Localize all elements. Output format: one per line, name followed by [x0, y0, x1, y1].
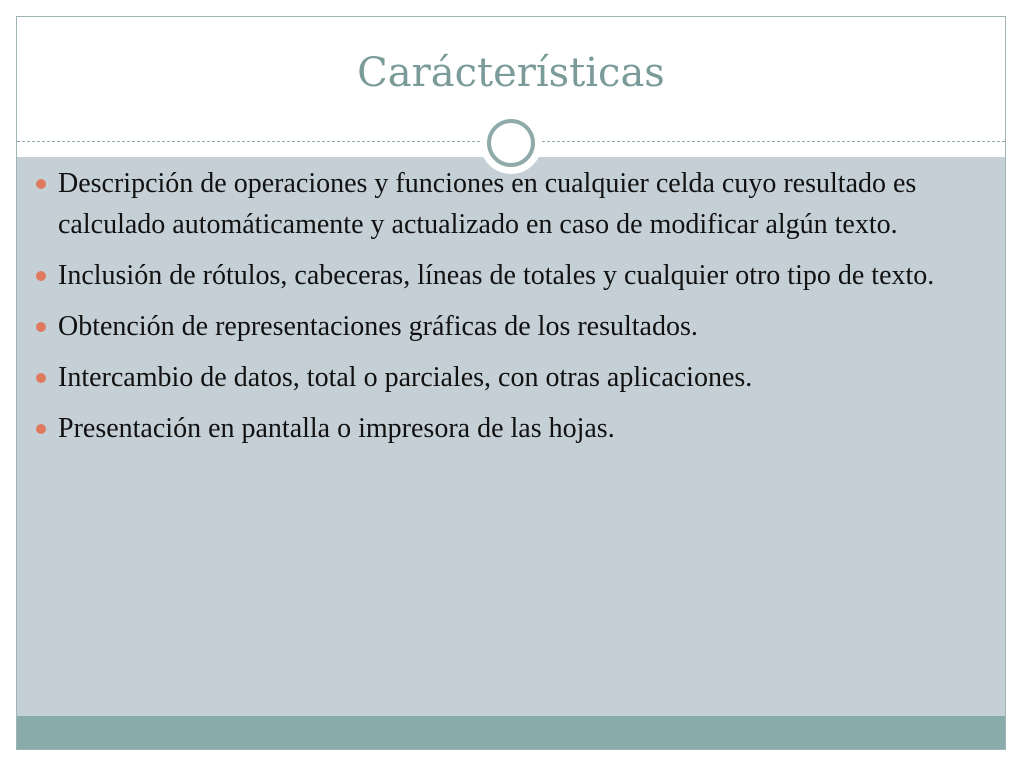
- bullet-item-4: [36, 357, 966, 398]
- bullet-text-3: Obtención de representaciones gráficas de los resultados.: [58, 311, 698, 342]
- bullet-item-5: [36, 408, 966, 449]
- footer-bar: [17, 716, 1005, 750]
- bullet-text-2: Inclusión de rótulos, cabeceras, líneas de totales y cualquier otro tipo de texto.: [58, 260, 935, 291]
- bullet-text-4: Intercambio de datos, total o parciales, con otras aplicaciones.: [58, 362, 753, 393]
- bullet-item-2: [36, 255, 966, 296]
- circle-bullet-icon: [36, 179, 46, 189]
- bullet-text-5: Presentación en pantalla o impresora de las hojas.: [58, 413, 615, 444]
- slide-title: Carácterísticas: [357, 50, 665, 96]
- circle-bullet-icon: [36, 322, 46, 332]
- bullet-item-3: [36, 306, 966, 347]
- ring-ornament-inner: [487, 119, 535, 167]
- bullet-item-1: [36, 163, 966, 245]
- circle-bullet-icon: [36, 271, 46, 281]
- circle-bullet-icon: [36, 373, 46, 383]
- bullet-list: [36, 163, 966, 459]
- bullet-text-1: Descripción de operaciones y funciones en cualquier celda cuyo resultado es calculado automáticamente y actualizado en caso de modificar algún texto.: [58, 168, 917, 240]
- circle-bullet-icon: [36, 424, 46, 434]
